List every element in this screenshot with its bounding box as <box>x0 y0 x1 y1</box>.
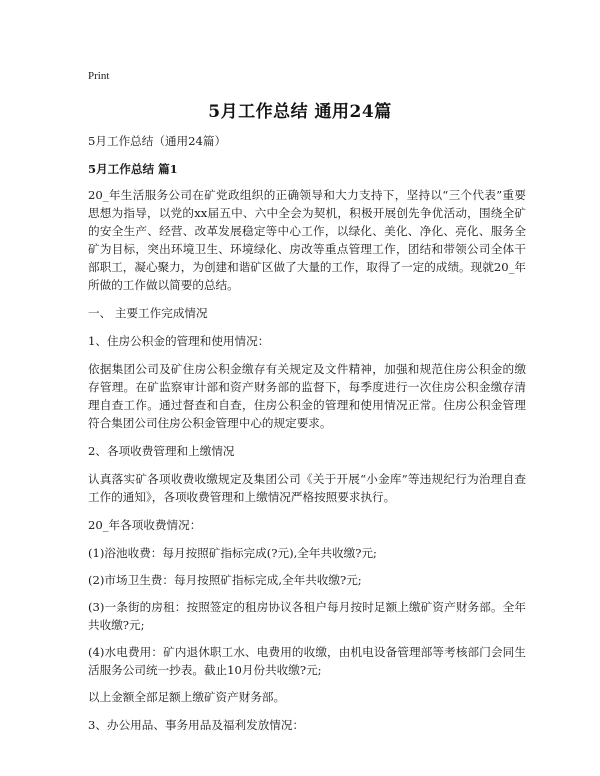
fee-item-1: (1)浴池收费：每月按照矿指标完成(?元),全年共收缴?元; <box>88 546 377 560</box>
document-body <box>88 132 526 744</box>
section-title: 5月工作总结 篇1 <box>88 162 178 176</box>
part1-heading: 一、 主要工作完成情况 <box>88 306 208 320</box>
fees-heading: 20_年各项收费情况： <box>88 518 202 532</box>
intro-paragraph: 20_年生活服务公司在矿党政组织的正确领导和大力支持下，坚持以“三个代表”重要思想为指导，以党的xx届五中、六中全会为契机，积极开展创先争优活动，围绕全矿的安全生产、经营、改革发展稳定等中心工作，以绿化、美化、净化、亮化、服务全矿为目标，突出环境卫生、环境绿化、房改等重点管理工作，团结和带领公司全体干部职工，凝心聚力，为创建和谐矿区做了大量的工作，取得了一定的成绩。现就20_年所做的工作做以简要的总结。 <box>88 188 526 292</box>
item3-heading: 3、办公用品、事务用品及福利发放情况： <box>88 718 305 732</box>
fees-summary: 以上金额全部足额上缴矿资产财务部。 <box>88 690 286 704</box>
document-subtitle: 5月工作总结（通用24篇） <box>88 134 227 148</box>
fee-item-4: (4)水电费用：矿内退休职工水、电费用的收缴，由机电设备管理部等考核部门会同生活服务公司统一抄表。截止10月份共收缴?元; <box>88 645 526 677</box>
page-title: 5月工作总结 通用24篇 <box>208 102 392 122</box>
print-label: Print <box>88 70 110 82</box>
item1-heading: 1、住房公积金的管理和使用情况： <box>88 334 270 348</box>
fee-item-3: (3)一条街的房租：按照签定的租房协议各租户每月按时足额上缴矿资产财务部。全年共收缴?元; <box>88 600 526 632</box>
item1-body: 依据集团公司及矿住房公积金缴存有关规定及文件精神，加强和规范住房公积金的缴存管理。在矿监察审计部和资产财务部的监督下，每季度进行一次住房公积金缴存清理自查工作。通过督查和自查，住房公积金的管理和使用情况正常。住房公积金管理符合集团公司住房公积金管理中心的规定要求。 <box>88 362 526 430</box>
item2-body: 认真落实矿各项收费收缴规定及集团公司《关于开展“小金库”等违规纪行为治理自查工作的通知》，各项收费管理和上缴情况严格按照要求执行。 <box>88 472 526 504</box>
item2-heading: 2、各项收费管理和上缴情况 <box>88 444 235 458</box>
fee-item-2: (2)市场卫生费：每月按照矿指标完成,全年共收缴?元; <box>88 573 362 587</box>
